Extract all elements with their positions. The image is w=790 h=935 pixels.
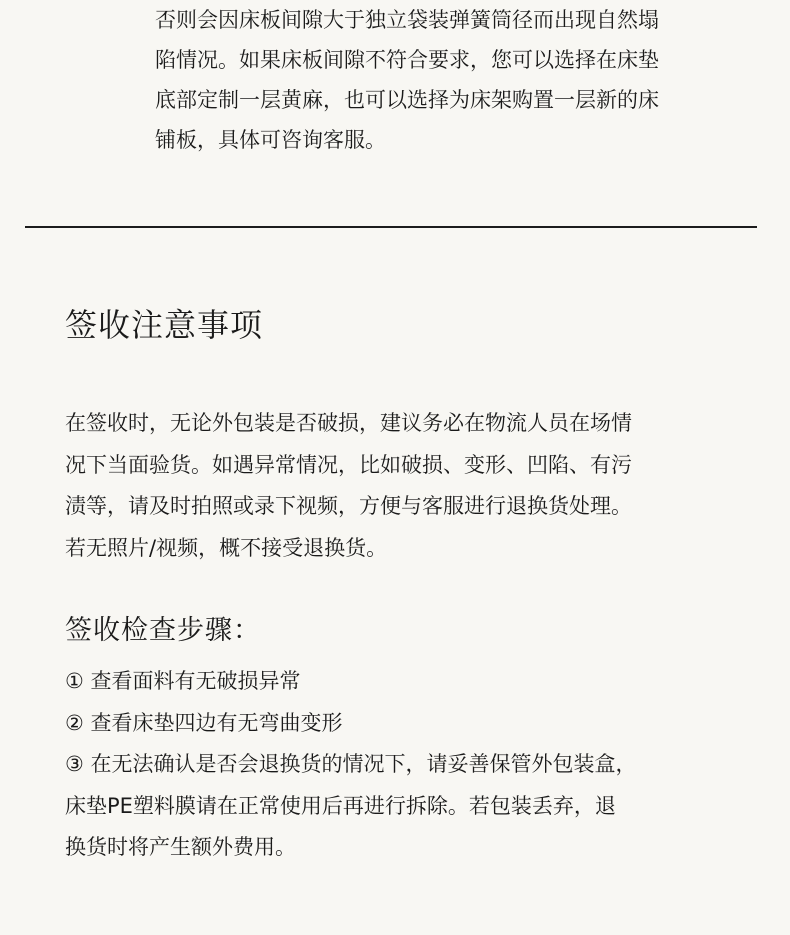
receipt-notice <box>65 403 745 569</box>
step-line: 床垫PE塑料膜请在正常使用后再进行拆除。若包装丢弃，退 <box>65 793 616 818</box>
notice-line: 渍等，请及时拍照或录下视频，方便与客服进行退换货处理。 <box>65 494 632 518</box>
step-line: 换货时将产生额外费用。 <box>65 835 296 859</box>
notice-line: 若无照片/视频，概不接受退换货。 <box>65 535 388 560</box>
step-line: ② 查看床垫四边有无弯曲变形 <box>65 710 343 735</box>
note-line: 铺板，具体可咨询客服。 <box>155 128 386 152</box>
mattress-gap-note <box>155 0 715 160</box>
step-line: ① 查看面料有无破损异常 <box>65 669 301 693</box>
steps-title: 签收检查步骤： <box>65 615 261 646</box>
section-title: 签收注意事项 <box>65 306 264 344</box>
note-line: 否则会因床板间隙大于独立袋装弹簧筒径而出现自然塌 <box>155 8 659 32</box>
inspection-steps <box>65 661 755 869</box>
section-divider <box>25 226 757 228</box>
notice-line: 在签收时，无论外包装是否破损，建议务必在物流人员在场情 <box>65 411 632 435</box>
step-line: ③ 在无法确认是否会退换货的情况下，请妥善保管外包装盒， <box>65 752 637 776</box>
note-line: 底部定制一层黄麻，也可以选择为床架购置一层新的床 <box>155 88 659 112</box>
note-line: 陷情况。如果床板间隙不符合要求，您可以选择在床垫 <box>155 48 659 72</box>
notice-line: 况下当面验货。如遇异常情况，比如破损、变形、凹陷、有污 <box>65 452 632 477</box>
